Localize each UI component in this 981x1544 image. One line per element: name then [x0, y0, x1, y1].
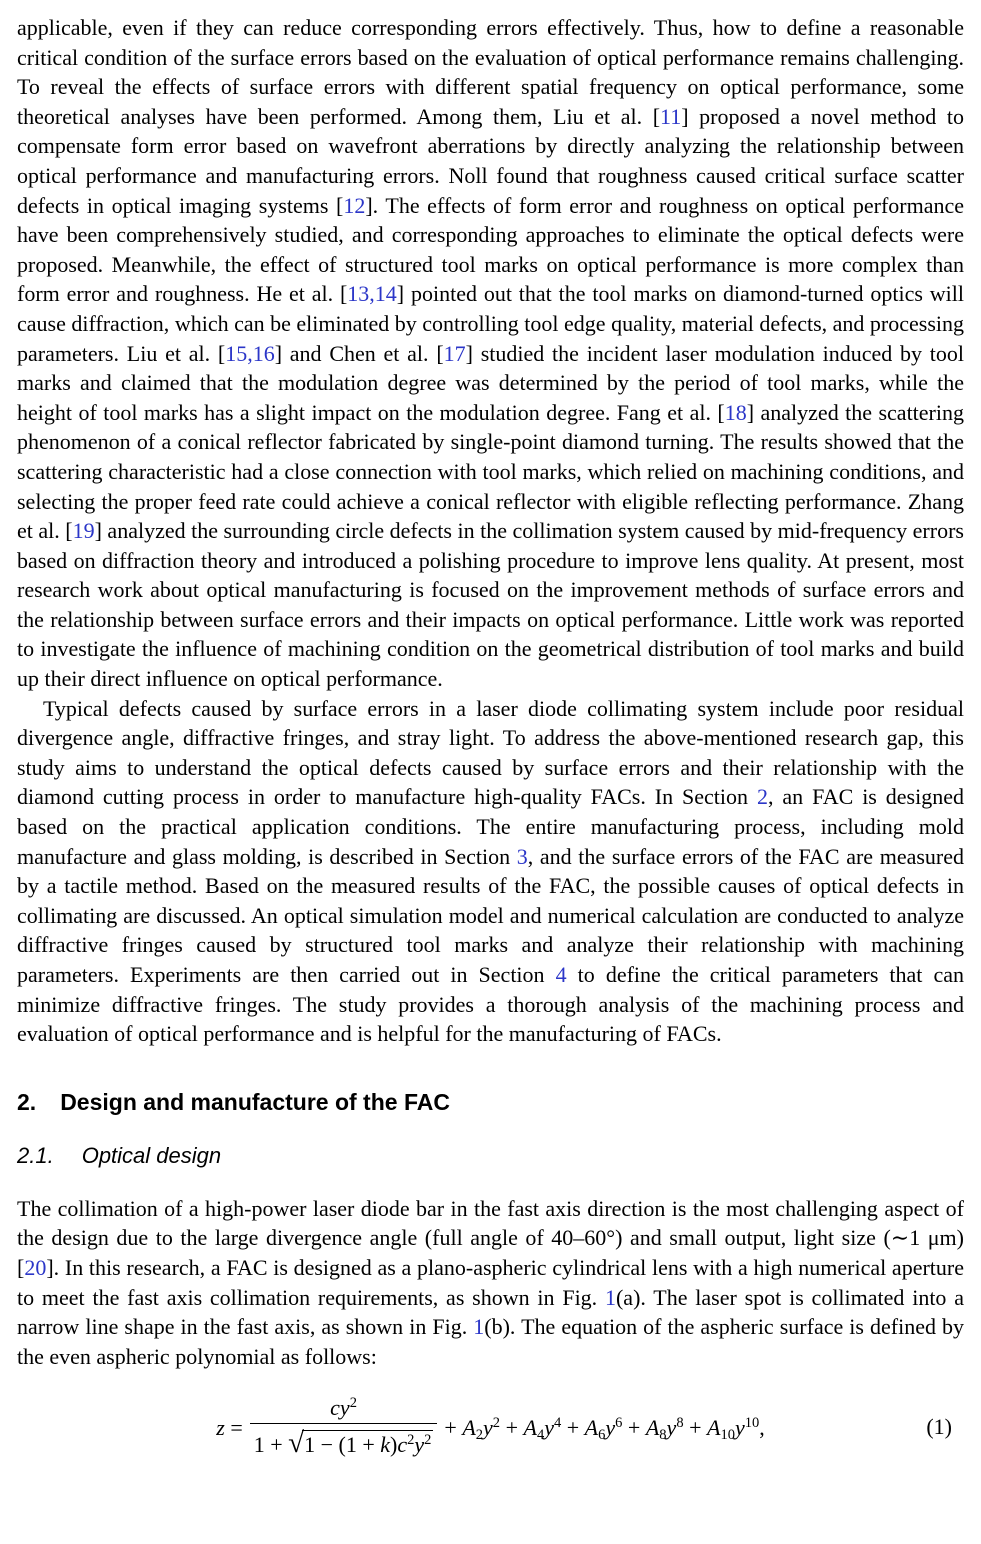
text-segment: The collimation of a high-power laser diode bar in the fast axis direction is the most challenging aspect of the design due to the large divergence angle (full angle of 40–60°) and small output, light size (∼1 μm) [ — [17, 1195, 964, 1280]
text-segment: ] analyzed the scattering phenomenon of a conical reflector fabricated by single-point diamond turning. The results showed that the scattering characteristic had a close connection with tool marks, which relied on machining conditions, and selecting the proper feed rate could achieve a conical reflector with eligible reflecting performance. Zhang et al. [ — [17, 399, 964, 544]
section-number: 2. — [17, 1088, 37, 1115]
text-segment: ] and Chen et al. [ — [274, 340, 444, 366]
citation-link[interactable]: 12 — [343, 192, 366, 218]
equation-rhs — [444, 1414, 765, 1443]
text-segment: 2 — [492, 1414, 501, 1431]
text-segment: A — [707, 1414, 721, 1440]
text-segment: 2 — [407, 1431, 415, 1448]
equation-1 — [17, 1379, 964, 1475]
text-segment: 8 — [659, 1426, 667, 1443]
text-segment: z — [216, 1414, 225, 1440]
text-segment: + — [444, 1414, 463, 1440]
fraction-denominator — [250, 1423, 438, 1460]
text-segment: (b). The equation of the aspheric surface is defined by the even aspheric polynomial as follows: — [17, 1314, 965, 1369]
text-segment: y — [339, 1394, 350, 1420]
citation-link[interactable]: 17 — [443, 340, 466, 366]
citation-link[interactable]: 1 — [473, 1314, 485, 1340]
citation-link[interactable]: 13,14 — [347, 281, 397, 307]
paragraph-optical-design — [17, 1194, 964, 1372]
text-segment: A — [462, 1414, 476, 1440]
section-heading — [17, 1089, 964, 1115]
citation-link[interactable]: 11 — [660, 103, 682, 129]
text-segment: y — [605, 1414, 616, 1440]
citation-link[interactable]: 4 — [555, 962, 567, 987]
citation-link[interactable]: 20 — [24, 1254, 47, 1280]
text-segment: c — [397, 1431, 408, 1457]
text-segment: y — [544, 1414, 554, 1440]
paragraph-research-gap — [17, 694, 964, 1049]
subsection-title: Optical design — [81, 1142, 222, 1168]
citation-link[interactable]: 18 — [724, 399, 747, 425]
text-segment: 2 — [349, 1394, 357, 1411]
text-segment: k — [380, 1431, 390, 1457]
text-segment: , an FAC is designed based on the practical application conditions. The entire manufacturing process, including mold manufacture and glass molding, is described in Section — [17, 784, 964, 869]
equation-lhs — [216, 1415, 242, 1440]
subsection-heading — [17, 1143, 964, 1168]
text-segment: c — [330, 1394, 340, 1420]
text-segment: + — [622, 1414, 646, 1440]
text-segment: A — [584, 1414, 599, 1440]
citation-link[interactable]: 3 — [516, 843, 528, 869]
square-root-icon: √ — [288, 1427, 305, 1460]
text-segment: A — [645, 1414, 660, 1440]
text-segment: + — [500, 1414, 524, 1440]
text-segment: y — [734, 1414, 745, 1440]
text-segment: ] proposed a novel method to compensate form error based on wavefront aberrations by directly analyzing the relationship between optical performance and manufacturing errors. Noll found that roughness caused critical surface scatter defects in optical imaging systems [ — [17, 103, 964, 218]
text-segment: 2 — [424, 1431, 432, 1448]
text-segment: applicable, even if they can reduce corresponding errors effectively. Thus, how to define a reasonable critical condition of the surface errors based on the evaluation of optical performance remains challenging. To reveal the effects of surface errors with different spatial frequency on optical performance, some theoretical analyses have been performed. Among them, Liu et al. [ — [17, 15, 964, 129]
citation-link[interactable]: 1 — [604, 1284, 616, 1310]
denominator-prefix — [254, 1432, 288, 1457]
text-segment: , and the surface errors of the FAC are measured by a tactile method. Based on the measured results of the FAC, the possible causes of optical defects in collimating are discussed. An optical simulation model and numerical calculation are conducted to analyze diffractive fringes caused by structured tool marks and analyze their relationship with machining parameters. Experiments are then carried out in Section — [17, 843, 964, 987]
text-segment: 6 — [598, 1426, 606, 1443]
text-segment: y — [414, 1431, 425, 1457]
paragraph-literature-review — [17, 13, 964, 694]
text-segment: ]. The effects of form error and roughness on optical performance have been comprehensively studied, and corresponding approaches to eliminate the optical defects were proposed. Meanwhile, the effect of structured tool marks on optical performance is more complex than form error and roughness. He et al. [ — [17, 192, 965, 307]
text-segment: ) — [390, 1431, 398, 1457]
text-segment: ] pointed out that the tool marks on diamond-turned optics will cause diffraction, which can be eliminated by controlling tool edge quality, material defects, and processing parameters. Liu et al. [ — [17, 281, 965, 366]
fraction-numerator — [324, 1395, 363, 1423]
subsection-number: 2.1. — [17, 1142, 54, 1168]
text-segment: y — [666, 1414, 677, 1440]
equation-fraction — [250, 1395, 438, 1461]
text-segment: y — [483, 1414, 493, 1440]
citation-link[interactable]: 19 — [72, 518, 95, 544]
text-segment: Typical defects caused by surface errors in a laser diode collimating system include poor residual divergence angle, diffractive fringes, and stray light. To address the above-mentioned research gap, this study aims to understand the optical defects caused by surface errors and their relationship with the diamond cutting process in order to manufacture high-quality FACs. In Section — [17, 695, 964, 810]
text-segment: 10 — [744, 1414, 760, 1431]
text-segment: (a). The laser spot is collimated into a narrow line shape in the fast axis, as shown in Fig. — [17, 1284, 964, 1340]
text-segment: to define the critical parameters that can minimize diffractive fringes. The study provides a thorough analysis of the machining process and evaluation of optical performance and is helpful for the manufacturing of FACs. — [17, 962, 965, 1047]
text-segment: 2 — [475, 1426, 484, 1443]
text-segment: 4 — [536, 1426, 545, 1443]
text-segment: ] analyzed the surrounding circle defects in the collimation system caused by mid-frequency errors based on diffraction theory and introduced a polishing procedure to improve lens quality. At present, most research work about optical manufacturing is focused on the improvement methods of surface errors and the relationship between surface errors and their impacts on optical performance. Little work was reported to investigate the influence of machining condition on the geometrical distribution of tool marks and build up their direct influence on optical performance. — [17, 518, 964, 692]
text-segment: ] studied the incident laser modulation induced by tool marks and claimed that the modulation degree was determined by the period of tool marks, while the height of tool marks has a slight impact on the modulation degree. Fang et al. [ — [17, 340, 964, 425]
text-segment: , — [759, 1414, 765, 1440]
section-title: Design and manufacture of the FAC — [60, 1088, 450, 1115]
text-segment: 10 — [720, 1426, 735, 1443]
equation-body — [216, 1395, 765, 1461]
text-segment: 1 − (1 + — [304, 1431, 381, 1457]
text-segment: 1 + — [253, 1431, 289, 1457]
citation-link[interactable]: 2 — [756, 784, 768, 810]
text-segment: 6 — [615, 1414, 623, 1431]
text-segment: = — [224, 1414, 243, 1440]
text-segment: + — [561, 1414, 585, 1440]
text-segment: + — [683, 1414, 707, 1440]
text-segment: 8 — [676, 1414, 684, 1431]
equation-number: (1) — [926, 1414, 952, 1440]
citation-link[interactable]: 15,16 — [225, 340, 275, 366]
text-segment: 4 — [553, 1414, 562, 1431]
text-segment: A — [523, 1414, 537, 1440]
radicand — [302, 1430, 433, 1457]
text-segment: ]. In this research, a FAC is designed as a plano-aspheric cylindrical lens with a high numerical aperture to meet the fast axis collimation requirements, as shown in Fig. — [17, 1254, 964, 1310]
